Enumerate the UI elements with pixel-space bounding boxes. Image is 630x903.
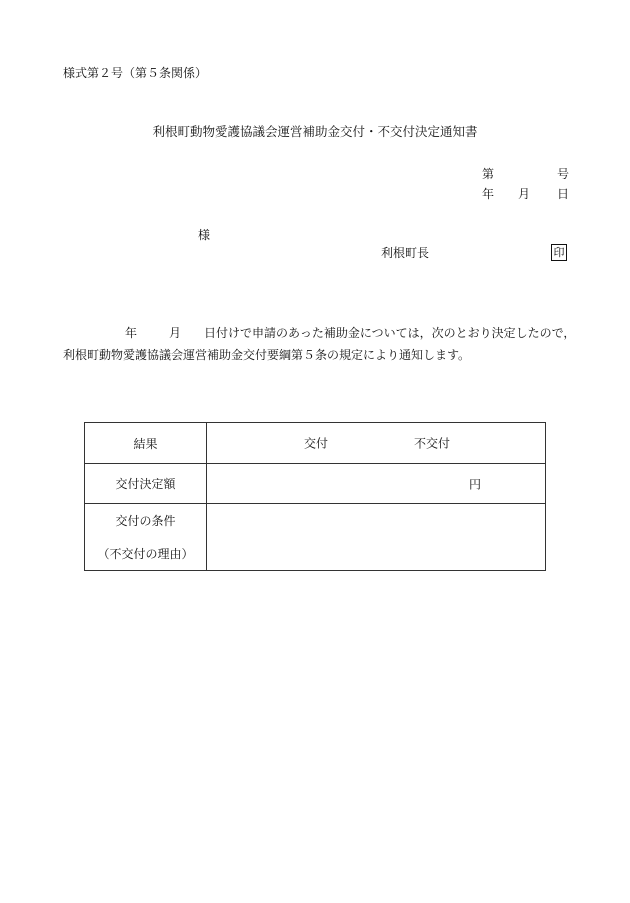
conditions-label [85,504,207,571]
table-row-amount [85,464,546,504]
option-no-grant: 不交付 [414,436,451,451]
document-number-prefix: 第 [482,167,495,181]
table-row-conditions [85,504,546,571]
body-line1-text: 日付けで申請のあった補助金については，次のとおり決定したので， [204,326,576,340]
conditions-label-line2: （不交付の理由） [97,547,194,561]
result-value-cell [207,423,546,464]
document-title: 利根町動物愛護協議会運営補助金交付・不交付決定通知書 [152,124,478,139]
form-number: 様式第２号（第５条関係） [63,66,208,80]
date-day-label: 日 [557,187,570,201]
amount-label: 交付決定額 [85,464,207,504]
table-row-result [85,423,546,464]
option-grant: 交付 [304,436,329,451]
document-number-suffix: 号 [557,167,570,181]
conditions-value-cell [207,504,546,571]
result-label: 結果 [85,423,207,464]
seal-mark: 印 [551,244,567,261]
issuer-name: 利根町長 [381,246,430,260]
date-year-label: 年 [482,187,495,201]
addressee-honorific: 様 [198,228,211,242]
amount-unit: 円 [469,477,482,491]
body-line2-text: 利根町動物愛護協議会運営補助金交付要綱第５条の規定により通知します。 [63,348,471,362]
decision-table [84,422,546,571]
conditions-label-line1: 交付の条件 [115,514,176,528]
body-year-label: 年 [125,326,138,340]
amount-value-cell [207,464,546,504]
date-month-label: 月 [518,187,531,201]
body-month-label: 月 [169,326,182,340]
